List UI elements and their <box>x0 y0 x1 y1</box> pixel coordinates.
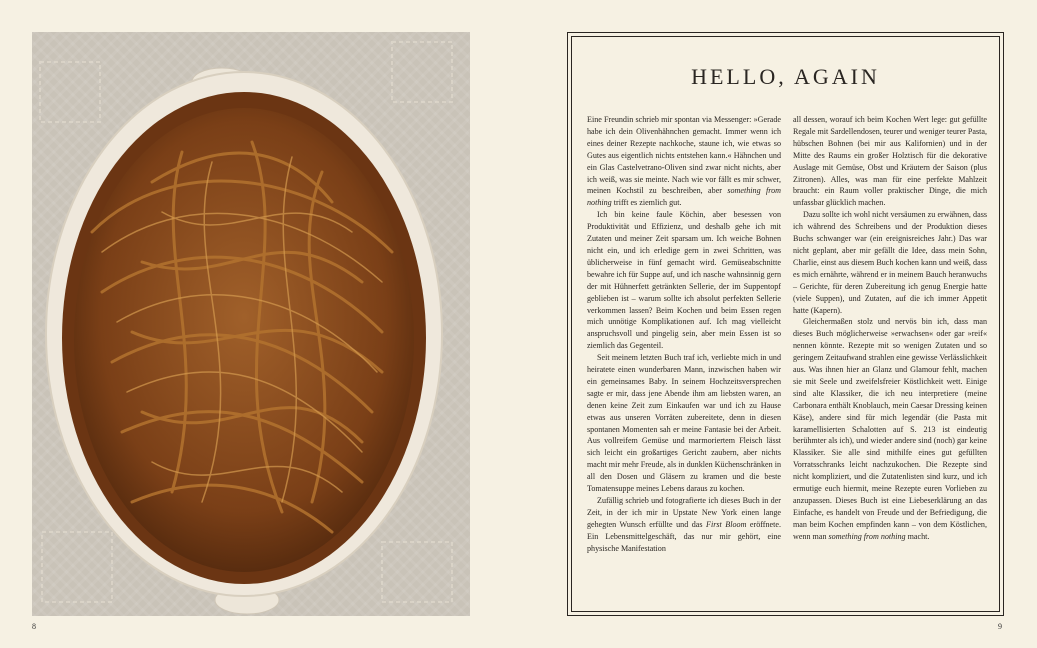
paragraph: Zufällig schrieb und fotografierte ich dieses Buch in der Zeit, in der ich mir in Upstate New York einen lange gehegten Wunsch erfüllte und das First Bloom eröffnete. Ein Lebensmittelgeschäft, das nur mir gehört, eine physische Manifestation <box>587 496 781 553</box>
text-column-left <box>587 114 781 555</box>
paragraph: Eine Freundin schrieb mir spontan via Messenger: »Gerade habe ich dein Olivenhähnchen gemacht. Immer wenn ich eines deiner Rezepte nachkoche, staune ich, wie etwas so Gutes aus eigentlich nichts entstehen kann.« Hähnchen und ein Glas Castelvetrano-Oliven sind zwar nicht nichts, aber ich weiß, was sie meinte. Nach wie vor fällt es mir schwer, meinen Kochstil zu beschreiben, aber something from nothing trifft es ziemlich gut. <box>587 115 781 208</box>
text-column-right <box>793 114 987 543</box>
paragraph: Dazu sollte ich wohl nicht versäumen zu erwähnen, dass ich während des Schreibens und der Produktion dieses Buchs schwanger war (ein ereignisreiches Jahr.) Das war nicht geplant, aber mir gefällt die Idee, dass mein Sohn, Charlie, einst aus diesem Buch kochen kann und weiß, dass es mich ernährte, während er in meinem Bauch heranwuchs – Gerichte, für deren Zubereitung ich genug Energie hatte (viele Suppen), und Zutaten, auf die ich immer Appetit hatte (Kapern). <box>793 210 987 315</box>
article-title: HELLO, AGAIN <box>691 64 880 89</box>
page-number-right: 9 <box>998 622 1002 631</box>
page-number-left: 8 <box>32 622 36 631</box>
paragraph: Ich bin keine faule Köchin, aber besessen von Produktivität und Effizienz, und deshalb gehe ich mit Zutaten und meiner Zeit sparsam um. Ich weiche Bohnen nicht ein, und ich erledige gern in zwei Schritten, was üblicherweise in fünf gemacht wird. Gemüseabschnitte bewahre ich für Suppe auf, und ich nasche wahnsinnig gern der mit Hühnerfett getränkten Sellerie, der im Suppentopf geblieben ist – warum sollte ich absolut perfekten Sellerie verkommen lassen? Beim Kochen und beim Essen regen mich unnötige Komplikationen auf. Ich mag vielleicht anspruchsvoll und pingelig sein, aber mein Essen ist so ziemlich das Gegenteil. <box>587 210 781 351</box>
paragraph: Gleichermaßen stolz und nervös bin ich, dass man dieses Buch möglicherweise »erwachsen« oder gar »reif« nennen könnte. Rezepte mit so wenigen Zutaten und so geringem Zeitaufwand strahlen eine gewisse Verlässlichkeit aus. Was ihnen hier an Glanz und Glamour fehlt, machen sie mit Seele und zweifelsfreier Köstlichkeit wett. Einige sind alte Klassiker, die ich neu interpretiere (meine Carbonara enthält Knoblauch, mein Caesar Dressing keinen Käse), andere sind für mich legendär (die Pasta mit karamellisierten Schalotten auf S. 213 ist eindeutig berühmter als ich), und wieder andere sind (noch) gar keine Klassiker. Sie alle sind mithilfe eines gut gefüllten Vorratsschranks leicht nachzukochen. Die Rezepte sind nicht kompliziert, und die Zutatenlisten sind kurz, und ich ermutige euch hiermit, meine Rezepte euren Vorlieben zu anzupassen. Dieses Buch ist eine Liebeserklärung an das Einfache, es handelt von Freude und der Befriedigung, die man beim Kochen empfinden kann – von dem Köstlichen, wenn man something from nothing macht. <box>793 317 987 541</box>
paragraph: Seit meinem letzten Buch traf ich, verliebte mich in und heiratete einen wunderbaren Mann, inzwischen haben wir ein gemeinsames Baby. In seinem Hochzeitsversprechen sagte er mir, dass jene Abende ihm am liebsten waren, an denen keine Zeit zum Einkaufen war und ich zu Hause etwas aus unseren Vorräten zubereitete, denn in diesen spontanen Momenten sah er meine Fantasie bei der Arbeit. Aus vollreifem Gemüse und marmoriertem Fleisch lässt sich leicht ein großartiges Gericht zaubern, aber nichts macht mir mehr Freude, als in dunklen Küchenschränken in all den Dosen und Gläsern zu kramen und die beste Tomatensuppe meines Lebens daraus zu kochen. <box>587 353 781 494</box>
spaghetti-pot-photo <box>32 32 470 616</box>
paragraph: all dessen, worauf ich beim Kochen Wert lege: gut gefüllte Regale mit Sardellendosen, teurer und weniger teurer Pasta, hübschen Bohnen (bei mir aus Kalifornien) und in der Mitte des Raums ein großer Holztisch für die dekorative Auslage mit Gemüse, Obst und Kräutern der Saison (plus Zitronen). Alles, was man für eine perfekte Mahlzeit braucht: ein Raum voller praktischer Dinge, die mich unfassbar glücklich machen. <box>793 115 987 208</box>
